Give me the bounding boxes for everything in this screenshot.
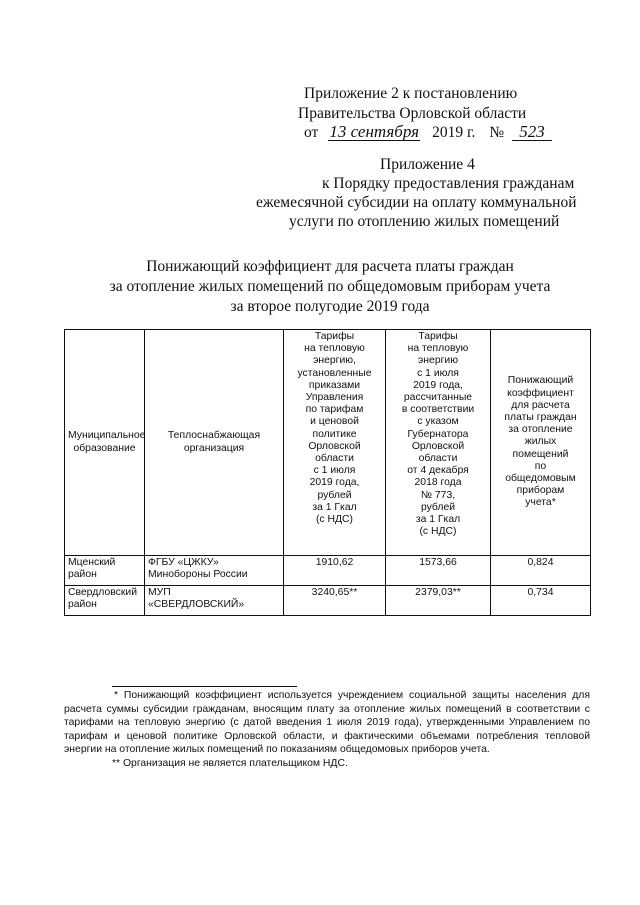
table-header-row — [65, 330, 591, 556]
handwritten-number: 523 — [512, 124, 552, 141]
cell-tariff-calc: 1573,66 — [386, 556, 491, 586]
cell-coefficient: 0,824 — [491, 556, 591, 586]
doc-title-line-1: Понижающий коэффициент для расчета платы граждан — [146, 258, 514, 275]
appendix4-line-1: к Порядку предоставления гражданам — [322, 175, 575, 192]
table-row — [65, 586, 591, 616]
cell-coefficient: 0,734 — [491, 586, 591, 616]
header-tariff-calc: Тарифы на тепловую энергию с 1 июля 2019 года, рассчитанные в соответствии с указом Губернатора Орловской области от 4 декабря 2018 года № 773, рублей за 1 Гкал (с НДС) — [386, 330, 491, 556]
appendix-date-line — [304, 123, 552, 142]
coefficient-table — [64, 329, 591, 616]
footnote-1: * Понижающий коэффициент используется учреждением социальной защиты населения для расчета суммы субсидии гражданам, вносящим плату за отопление жилых помещений в соответствии с тарифами на тепловую энергию (с датой введения 1 июля 2019 года), утвержденными Управлением по тарифам и ценовой политике Орловской области, и фактическими объемами потребления тепловой энергии на отопление жилых помещений по показаниям общедомовых приборов учета. — [64, 690, 590, 755]
number-sign: № — [489, 124, 505, 141]
appendix4-line-2: ежемесячной субсидии на оплату коммунальной — [256, 194, 577, 211]
cell-organization: МУП «СВЕРДЛОВСКИЙ» — [145, 586, 284, 616]
from-label: от — [304, 124, 319, 141]
year-label: 2019 г. — [432, 124, 476, 141]
table-row — [65, 556, 591, 586]
header-organization: Теплоснабжающая организация — [145, 330, 284, 556]
handwritten-date: 13 сентября — [329, 122, 420, 141]
cell-municipality: Мценский район — [65, 556, 145, 586]
appendix-line-1: Приложение 2 к постановлению — [304, 85, 518, 102]
header-coefficient: Понижающий коэффициент для расчета платы граждан за отопление жилых помещений по общедомовым приборам учета* — [491, 330, 591, 556]
cell-tariff-set: 3240,65** — [284, 586, 386, 616]
appendix4-line-3: услуги по отоплению жилых помещений — [289, 213, 560, 230]
doc-title-line-2: за отопление жилых помещений по общедомовым приборам учета — [109, 278, 551, 295]
appendix-line-2: Правительства Орловской области — [298, 105, 527, 122]
footnote-2: ** Организация не является плательщиком НДС. — [112, 758, 348, 769]
cell-tariff-calc: 2379,03** — [386, 586, 491, 616]
cell-municipality: Свердловский район — [65, 586, 145, 616]
cell-tariff-set: 1910,62 — [284, 556, 386, 586]
doc-title-line-3: за второе полугодие 2019 года — [230, 298, 430, 315]
cell-organization: ФГБУ «ЦЖКУ» Минобороны России — [145, 556, 284, 586]
header-municipality: Муниципальное образование — [65, 330, 145, 556]
footnote-divider — [112, 686, 297, 687]
appendix4-title: Приложение 4 — [380, 156, 475, 173]
header-tariff-set: Тарифы на тепловую энергию, установленные приказами Управления по тарифам и ценовой политике Орловской области с 1 июля 2019 года, рублей за 1 Гкал (с НДС) — [284, 330, 386, 556]
